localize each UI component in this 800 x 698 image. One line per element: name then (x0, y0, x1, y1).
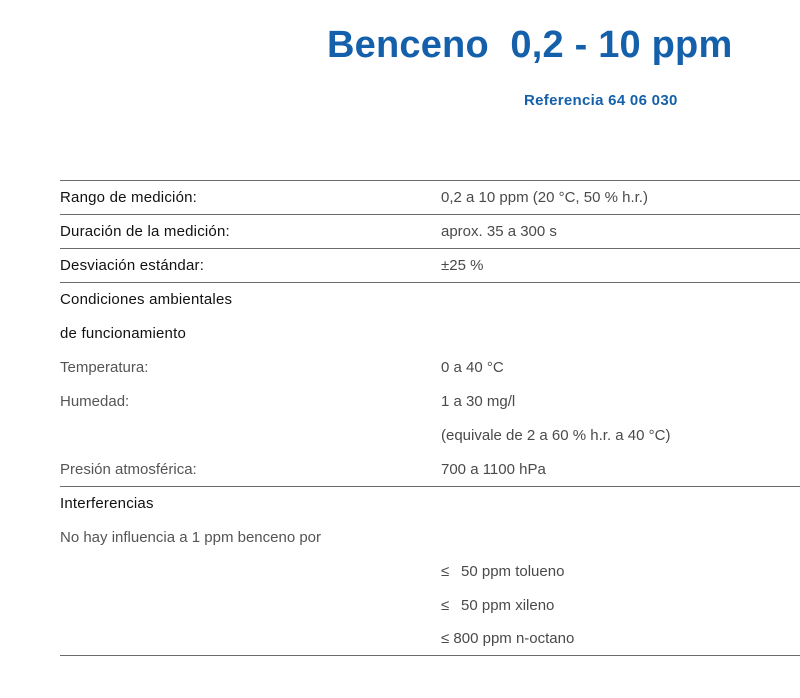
spec-row-humedad-note (60, 418, 800, 452)
page-title: Benceno 0,2 - 10 ppm (327, 24, 733, 66)
section-heading: de funcionamiento (60, 324, 186, 342)
spec-row-presion (60, 452, 800, 486)
spec-label: Desviación estándar: (60, 257, 205, 274)
spec-row-duracion (60, 214, 800, 248)
spec-table (60, 180, 800, 656)
spec-row-desviacion (60, 248, 800, 282)
section-heading-condiciones (60, 282, 800, 316)
spec-label: Temperatura: (60, 358, 149, 376)
interference-text: 800 ppm n-octano (453, 630, 575, 647)
section-heading-condiciones-cont (60, 316, 800, 350)
spec-label: Humedad: (60, 392, 130, 410)
interferencias-intro (60, 520, 800, 554)
less-equal-symbol: ≤ (441, 630, 450, 647)
less-equal-symbol: ≤ (441, 596, 450, 614)
interference-value (441, 597, 554, 614)
spec-value-note: (equivale de 2 a 60 % h.r. a 40 °C) (441, 426, 671, 444)
spec-label: Duración de la medición: (60, 223, 230, 240)
spec-value: ±25 % (441, 257, 484, 274)
section-heading: Interferencias (60, 495, 154, 512)
interference-text: 50 ppm tolueno (461, 562, 565, 580)
reference-number: Referencia 64 06 030 (524, 92, 678, 109)
spec-value: 1 a 30 mg/l (441, 392, 516, 410)
spec-value: aprox. 35 a 300 s (441, 223, 557, 240)
section-heading-interferencias (60, 486, 800, 520)
interference-value (441, 630, 574, 647)
spec-label: Rango de medición: (60, 189, 198, 206)
spec-row-humedad (60, 384, 800, 418)
spec-value: 700 a 1100 hPa (441, 460, 546, 478)
spec-value: 0 a 40 °C (441, 358, 504, 376)
interference-text: 50 ppm xileno (461, 596, 555, 614)
intro-text: No hay influencia a 1 ppm benceno por (60, 528, 322, 546)
spec-label: Presión atmosférica: (60, 460, 197, 478)
less-equal-symbol: ≤ (441, 562, 450, 580)
interference-value (441, 563, 564, 580)
section-heading: Condiciones ambientales (60, 291, 233, 308)
spec-row-temperatura (60, 350, 800, 384)
interference-item (60, 588, 800, 622)
interference-item (60, 622, 800, 656)
spec-row-rango (60, 180, 800, 214)
spec-value: 0,2 a 10 ppm (20 °C, 50 % h.r.) (441, 189, 648, 206)
interference-item (60, 554, 800, 588)
